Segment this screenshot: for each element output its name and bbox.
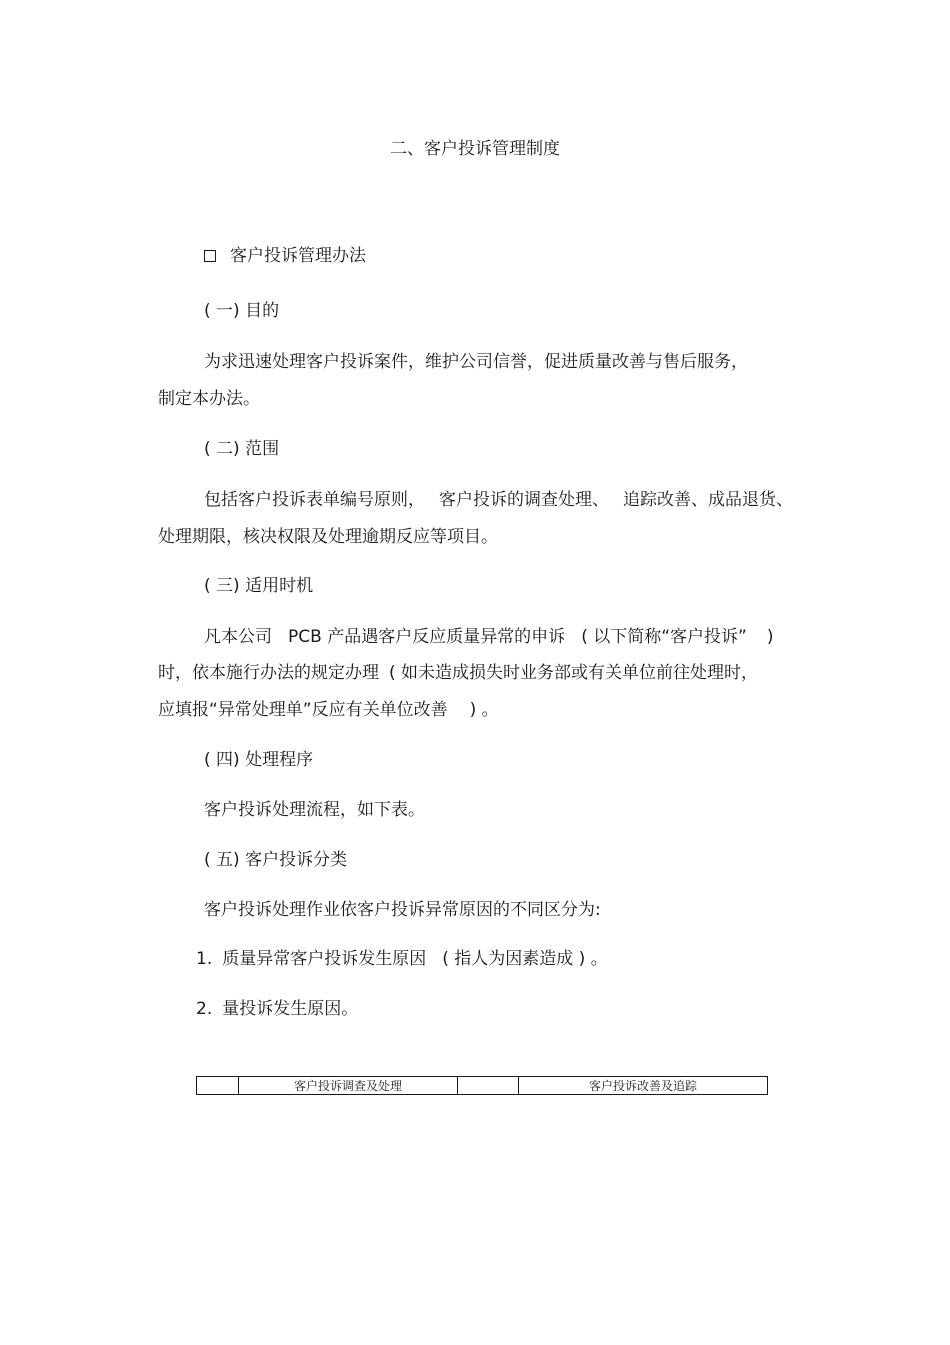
text-segment: ) 。 — [469, 700, 499, 720]
text-segment: 应填报“异常处理单”反应有关单位改善 — [158, 700, 448, 720]
list-item — [196, 998, 358, 1020]
text-segment: ( 以下简称“客户投诉” — [581, 627, 747, 647]
list-text: 量投诉发生原因。 — [222, 999, 359, 1019]
text-segment: PCB 产品遇客户反应质量异常的申诉 — [288, 627, 566, 647]
text-segment: ( 如未造成损失时业务部或有关单位前往处理时， — [389, 663, 759, 683]
paragraph-line: 制定本办法。 — [158, 389, 260, 409]
paragraph-line — [204, 626, 773, 648]
text-segment: 凡本公司 — [204, 627, 272, 647]
table-header-row — [197, 1077, 768, 1095]
subsection-heading-timing: ( 三) 适用时机 — [204, 576, 314, 596]
text-segment: 客户投诉的调查处理、 — [439, 490, 609, 510]
subsection-heading-scope: ( 二) 范围 — [204, 439, 280, 459]
process-flow-table — [196, 1076, 768, 1095]
page-title: 二、客户投诉管理制度 — [390, 139, 560, 159]
table-header-investigation: 客户投诉调查及处理 — [239, 1077, 458, 1095]
text-segment: ) — [766, 627, 774, 647]
section-heading-text: 客户投诉管理办法 — [230, 246, 366, 266]
paragraph-line: 处理期限，核决权限及处理逾期反应等项目。 — [158, 527, 498, 547]
checkbox-icon — [204, 250, 216, 262]
table-cell — [197, 1077, 239, 1095]
list-item — [196, 948, 608, 970]
list-number: 1. — [196, 949, 213, 969]
text-segment: 追踪改善、成品退货、 — [623, 490, 793, 510]
list-number: 2. — [196, 999, 213, 1019]
paragraph-line — [158, 662, 758, 684]
list-note: ( 指人为因素造成 ) 。 — [442, 949, 608, 969]
text-segment: 包括客户投诉表单编号原则， — [204, 490, 425, 510]
table-header-improvement: 客户投诉改善及追踪 — [519, 1077, 768, 1095]
section-heading — [204, 245, 366, 267]
subsection-heading-procedure: ( 四) 处理程序 — [204, 750, 314, 770]
subsection-heading-purpose: ( 一) 目的 — [204, 301, 280, 321]
list-text: 质量异常客户投诉发生原因 — [222, 949, 427, 969]
paragraph-line: 为求迅速处理客户投诉案件，维护公司信誉，促进质量改善与售后服务， — [204, 352, 748, 372]
paragraph-line: 客户投诉处理作业依客户投诉异常原因的不同区分为: — [204, 900, 601, 920]
paragraph-line — [158, 699, 499, 721]
paragraph-line — [204, 489, 793, 511]
subsection-heading-classification: ( 五) 客户投诉分类 — [204, 850, 348, 870]
table-cell — [458, 1077, 519, 1095]
paragraph-line: 客户投诉处理流程，如下表。 — [204, 800, 425, 820]
text-segment: 时，依本施行办法的规定办理 — [158, 663, 379, 683]
